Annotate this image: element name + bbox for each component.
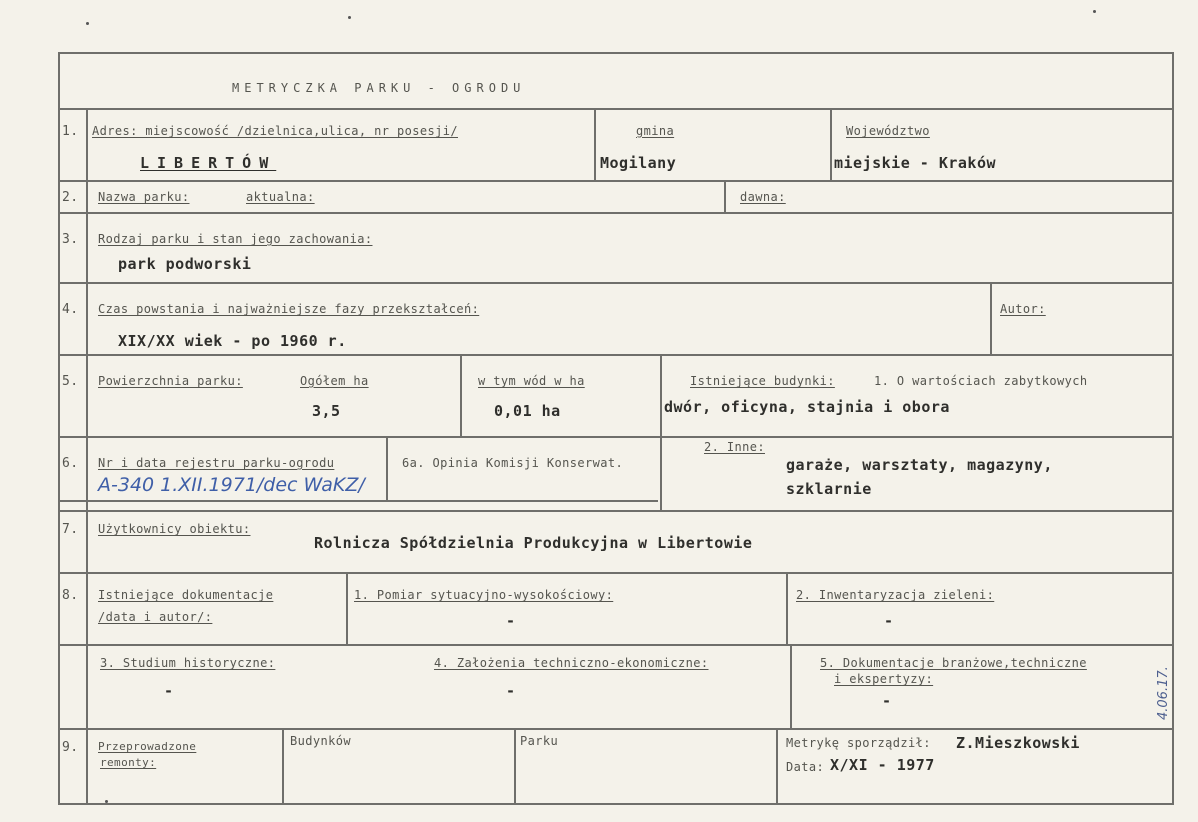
rule xyxy=(58,728,1174,730)
section-number: 9. xyxy=(62,740,79,755)
section-number: 6. xyxy=(62,456,79,471)
rule xyxy=(58,354,1174,356)
water-area-value: 0,01 ha xyxy=(494,402,561,420)
branch-docs-value: - xyxy=(882,692,892,710)
former-name-label: dawna: xyxy=(740,190,786,204)
margin-note: 4.06.17. xyxy=(1156,666,1171,720)
register-handwritten-entry: A-340 1.XII.1971/dec WaKZ/ xyxy=(98,474,365,496)
number-column-line xyxy=(86,108,88,805)
history-study-label: 3. Studium historyczne: xyxy=(100,656,276,670)
col-line xyxy=(724,180,726,212)
col-line xyxy=(790,644,792,728)
rule xyxy=(58,644,1174,646)
section-number: 7. xyxy=(62,522,79,537)
section-number: 8. xyxy=(62,588,79,603)
col-line xyxy=(660,354,662,510)
repairs-park-label: Parku xyxy=(520,734,559,748)
speck xyxy=(1093,10,1096,13)
branch-docs-label-1: 5. Dokumentacje branżowe,techniczne xyxy=(820,656,1087,670)
col-line xyxy=(990,282,992,354)
current-name-label: aktualna: xyxy=(246,190,315,204)
register-label: Nr i data rejestru parku-ogrodu xyxy=(98,456,335,470)
voivodeship-label: Województwo xyxy=(846,124,930,138)
total-area-label: Ogółem ha xyxy=(300,374,369,388)
col-line xyxy=(282,728,284,805)
repairs-label-2: remonty: xyxy=(100,756,157,769)
historic-buildings-value: dwór, oficyna, stajnia i obora xyxy=(664,398,950,416)
col-line xyxy=(514,728,516,805)
date-label: Data: xyxy=(786,760,825,774)
section-number: 2. xyxy=(62,190,79,205)
greenery-value: - xyxy=(884,612,894,630)
section-number: 1. xyxy=(62,124,79,139)
address-label: Adres: miejscowość /dzielnica,ulica, nr posesji/ xyxy=(92,124,458,138)
prepared-by-value: Z.Mieszkowski xyxy=(956,734,1080,752)
park-type-value: park podworski xyxy=(118,255,252,273)
form-title: METRYCZKA PARKU - OGRODU xyxy=(232,81,526,95)
other-buildings-value-2: szklarnie xyxy=(786,480,872,498)
place-value: LIBERTÓW xyxy=(140,154,277,172)
historic-buildings-label: 1. O wartościach zabytkowych xyxy=(874,374,1088,388)
col-line xyxy=(786,572,788,644)
speck xyxy=(86,22,89,25)
rule xyxy=(58,108,1174,110)
origin-label: Czas powstania i najważniejsze fazy przekształceń: xyxy=(98,302,480,316)
greenery-label: 2. Inwentaryzacja zieleni: xyxy=(796,588,995,602)
buildings-label: Istniejące budynki: xyxy=(690,374,835,388)
other-buildings-value-1: garaże, warsztaty, magazyny, xyxy=(786,456,1053,474)
docs-label-1: Istniejące dokumentacje xyxy=(98,588,274,602)
docs-label-2: /data i autor/: xyxy=(98,610,213,624)
col-line xyxy=(776,728,778,805)
prepared-by-label: Metrykę sporządził: xyxy=(786,736,931,750)
park-name-label: Nazwa parku: xyxy=(98,190,190,204)
rule xyxy=(58,510,1174,512)
repairs-label-1: Przeprowadzone xyxy=(98,740,197,753)
rule xyxy=(58,212,1174,214)
speck xyxy=(348,16,351,19)
survey-label: 1. Pomiar sytuacyjno-wysokościowy: xyxy=(354,588,614,602)
rule xyxy=(58,436,1174,438)
rule xyxy=(58,500,658,502)
col-line xyxy=(346,572,348,644)
repairs-buildings-label: Budynków xyxy=(290,734,351,748)
rule xyxy=(58,282,1174,284)
author-label: Autor: xyxy=(1000,302,1046,316)
origin-value: XIX/XX wiek - po 1960 r. xyxy=(118,332,347,350)
col-line xyxy=(386,436,388,500)
history-study-value: - xyxy=(164,682,174,700)
area-label: Powierzchnia parku: xyxy=(98,374,243,388)
rule xyxy=(58,180,1174,182)
date-value: X/XI - 1977 xyxy=(830,756,935,774)
col-line xyxy=(830,108,832,180)
col-line xyxy=(460,354,462,436)
other-buildings-label: 2. Inne: xyxy=(704,440,765,454)
total-area-value: 3,5 xyxy=(312,402,341,420)
users-value: Rolnicza Spółdzielnia Produkcyjna w Libertowie xyxy=(314,534,753,552)
econ-label: 4. Założenia techniczno-ekonomiczne: xyxy=(434,656,709,670)
park-type-label: Rodzaj parku i stan jego zachowania: xyxy=(98,232,373,246)
voivodeship-value: miejskie - Kraków xyxy=(834,154,997,172)
section-number: 4. xyxy=(62,302,79,317)
col-line xyxy=(594,108,596,180)
survey-value: - xyxy=(506,612,516,630)
rule xyxy=(58,572,1174,574)
econ-value: - xyxy=(506,682,516,700)
gmina-value: Mogilany xyxy=(600,154,677,172)
conservation-opinion-label: 6a. Opinia Komisji Konserwat. xyxy=(402,456,624,470)
section-number: 5. xyxy=(62,374,79,389)
branch-docs-label-2: i ekspertyzy: xyxy=(834,672,934,686)
users-label: Użytkownicy obiektu: xyxy=(98,522,251,536)
gmina-label: gmina xyxy=(636,124,675,138)
section-number: 3. xyxy=(62,232,79,247)
water-area-label: w tym wód w ha xyxy=(478,374,585,388)
